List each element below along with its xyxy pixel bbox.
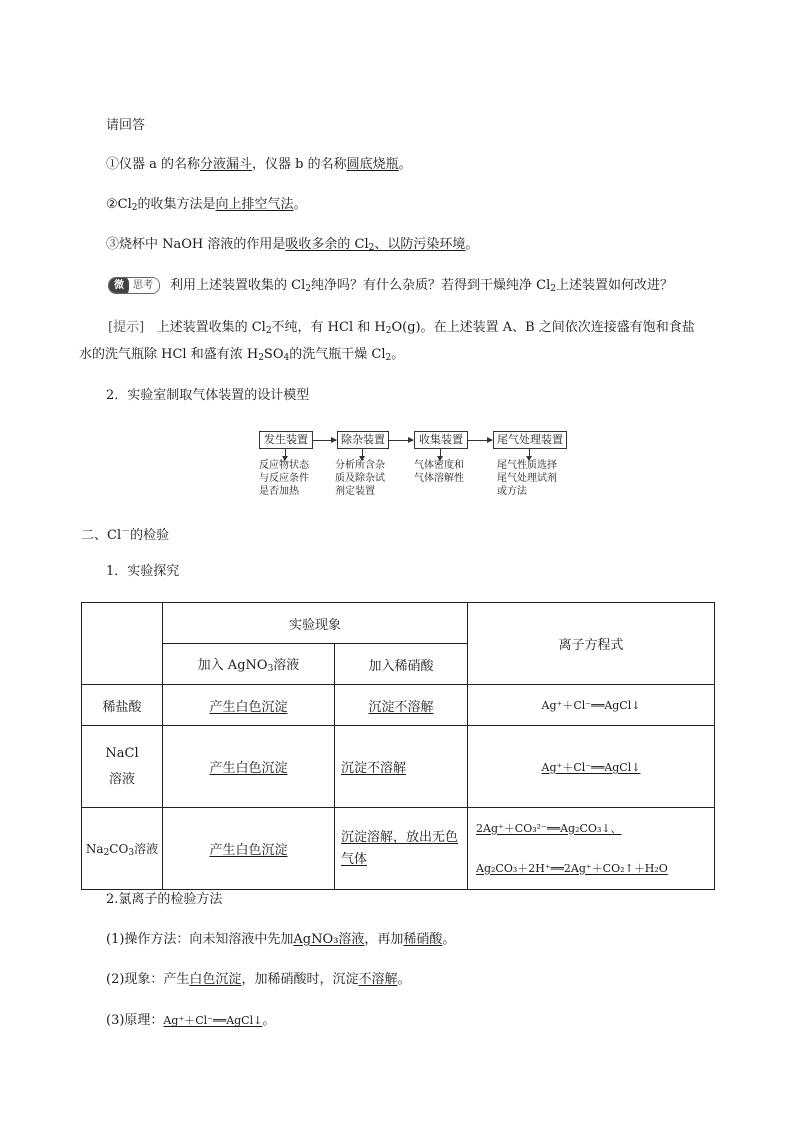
flow-desc-4: 尾气性质选择 尾气处理试剂 或方法 [497, 460, 557, 497]
hint-label: [提示] [108, 320, 145, 335]
flow-arrow-2 [388, 440, 413, 441]
table-row [82, 808, 715, 890]
header-ion-equation: 离子方程式 [468, 603, 715, 685]
cell-value: 产生白色沉淀 [209, 699, 288, 715]
table-row [82, 685, 715, 726]
method-title: 2.氯离子的检验方法 [106, 892, 223, 907]
cell-equation: Ag⁺＋Cl⁻══AgCl↓ [541, 699, 641, 712]
table-corner-cell [82, 603, 163, 685]
answer-naoh: 吸收多余的 $Cl_2$、以防污染环境 [285, 237, 466, 253]
flow-down-arrow-2 [362, 449, 363, 458]
cell-value: 产生白色沉淀 [209, 843, 288, 858]
row-label-nacl: NaCl 溶液 [82, 726, 163, 808]
answer-funnel: 分液漏斗 [200, 157, 253, 172]
prompt-text: 请回答 [106, 118, 146, 133]
part-2-title: 二、Cl－的检验 [81, 527, 170, 543]
flow-down-arrow-1 [285, 449, 286, 458]
method-phenomenon: (2)现象：产生白色沉淀，加稀硝酸时，沉淀不溶解。 [106, 972, 411, 987]
header-phenomenon: 实验现象 [163, 603, 468, 644]
flow-box-generate: 发生装置 [259, 431, 313, 449]
think-badge-icon: 微 思考 [108, 277, 160, 294]
answer-agno3: AgNO₃溶液 [293, 932, 365, 947]
think-question: 微 思考 利用上述装置收集的 $Cl_2$纯净吗？有什么杂质？若得到干燥纯净 $Cl_2$上述装置如何改进？ [108, 276, 673, 299]
flow-box-tail: 尾气处理装置 [493, 431, 567, 449]
cell-equation: Ag⁺＋Cl⁻══AgCl↓ [541, 760, 641, 774]
cell-value: 沉淀不溶解 [341, 761, 407, 776]
cell-equation: Ag₂CO₃＋2H⁺══2Ag⁺＋CO₂↑＋H₂O [476, 861, 668, 875]
flow-desc-1: 反应物状态 与反应条件 是否加热 [259, 460, 309, 497]
experiment-table [81, 602, 715, 890]
answer-flask: 圆底烧瓶 [346, 157, 399, 172]
hint-line-1: [提示] 上述装置收集的 $Cl_2$不纯，有 HCl 和 $H_2O(g)$。在上述装置 A、B 之间依次连接盛有饱和食盐 [108, 320, 695, 336]
flow-arrow-3 [467, 440, 492, 441]
header-add-agno3: 加入 AgNO$_3$溶液 [163, 644, 335, 685]
question-2: $②Cl_2$的收集方法是向上排空气法。 [106, 197, 307, 213]
cell-value: 产生白色沉淀 [209, 761, 288, 776]
section-2-title: 2．实验室制取气体装置的设计模型 [106, 388, 310, 403]
flow-desc-3: 气体密度和 气体溶解性 [414, 460, 464, 484]
answer-insoluble: 不溶解 [358, 972, 398, 987]
flow-arrow-1 [312, 440, 336, 441]
flow-desc-2: 分析所含杂 质及除杂试 剂定装置 [335, 460, 385, 497]
flow-box-collect: 收集装置 [414, 431, 468, 449]
question-3: ③烧杯中 NaOH 溶液的作用是吸收多余的 $Cl_2$、以防污染环境。 [106, 237, 479, 253]
answer-equation: Ag⁺＋Cl⁻══AgCl↓ [163, 1014, 263, 1027]
cell-value: 沉淀溶解，放出无色 [341, 829, 459, 845]
cell-value: 沉淀不溶解 [368, 699, 434, 715]
method-principle: (3)原理：Ag⁺＋Cl⁻══AgCl↓。 [106, 1013, 276, 1028]
flow-down-arrow-3 [440, 449, 441, 458]
hint-line-2: 水的洗气瓶除 HCl 和盛有浓 $H_2SO_4$的洗气瓶干燥 $Cl_2$。 [79, 347, 405, 363]
cell-equation: 2Ag⁺＋CO₃²⁻══Ag₂CO₃↓、 [476, 821, 622, 835]
header-add-hno3: 加入稀硝酸 [335, 644, 468, 685]
question-1: ①仪器 a 的名称分液漏斗，仪器 b 的名称圆底烧瓶。 [106, 157, 412, 172]
answer-white-precipitate: 白色沉淀 [189, 972, 242, 987]
table-row [82, 726, 715, 808]
flow-down-arrow-4 [529, 449, 530, 458]
method-operation: (1)操作方法：向未知溶液中先加AgNO₃溶液，再加稀硝酸。 [106, 932, 456, 947]
row-label-hcl: 稀盐酸 [82, 685, 163, 726]
part-2-sub-1: 1．实验探究 [106, 564, 180, 579]
flow-box-purify: 除杂装置 [337, 431, 389, 449]
cell-value: 气体 [341, 851, 368, 867]
answer-collection: 向上排空气法 [215, 197, 294, 212]
row-label-na2co3: $Na_2CO_3$溶液 [82, 808, 163, 890]
answer-hno3: 稀硝酸 [403, 932, 443, 947]
